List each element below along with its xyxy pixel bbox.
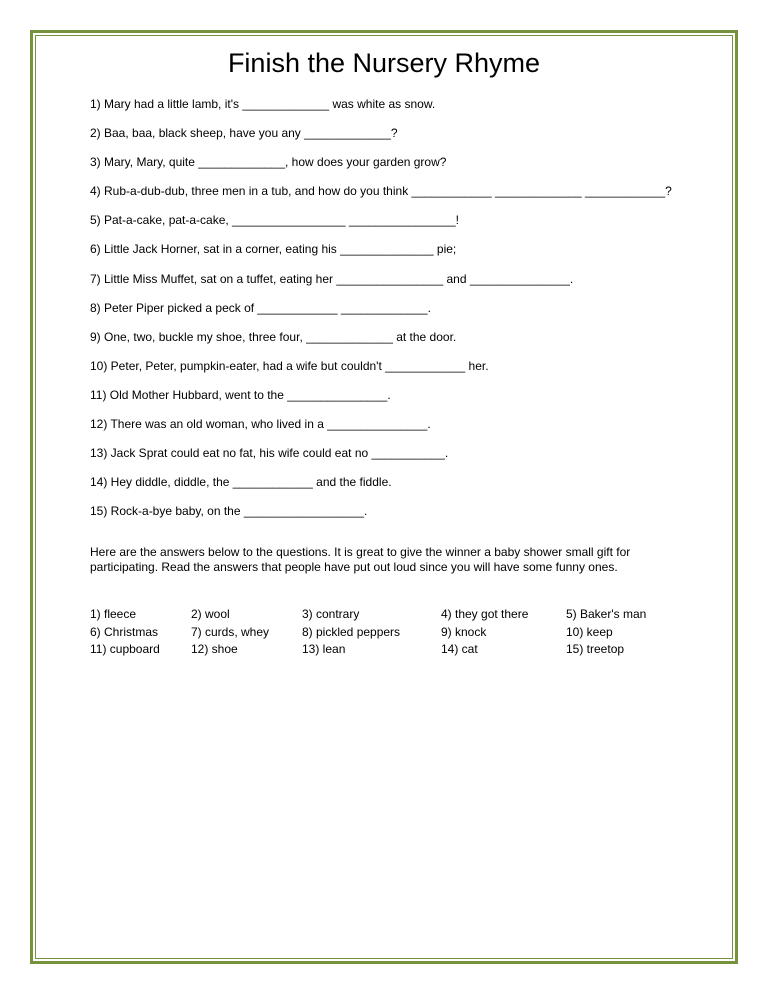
answer-row bbox=[90, 624, 690, 642]
question-12: 12) There was an old woman, who lived in a _______________. bbox=[90, 417, 431, 432]
question-8: 8) Peter Piper picked a peck of ____________ _____________. bbox=[90, 300, 431, 315]
question-10: 10) Peter, Peter, pumpkin-eater, had a wife but couldn't ____________ her. bbox=[90, 358, 489, 373]
question-13: 13) Jack Sprat could eat no fat, his wife could eat no ___________. bbox=[90, 446, 449, 461]
answer-item: 14) cat bbox=[441, 642, 478, 656]
answer-item: 5) Baker's man bbox=[566, 607, 647, 621]
question-14: 14) Hey diddle, diddle, the ____________ and the fiddle. bbox=[90, 475, 392, 490]
answer-item: 9) knock bbox=[441, 624, 487, 639]
question-5: 5) Pat-a-cake, pat-a-cake, _________________ ________________! bbox=[90, 213, 459, 228]
question-2: 2) Baa, baa, black sheep, have you any _____________? bbox=[90, 126, 398, 141]
page-title: Finish the Nursery Rhyme bbox=[227, 48, 541, 78]
answer-item: 4) they got there bbox=[441, 607, 529, 621]
answer-item: 13) lean bbox=[302, 642, 346, 656]
answer-item: 7) curds, whey bbox=[191, 624, 270, 639]
answer-item: 1) fleece bbox=[90, 607, 137, 621]
answer-row bbox=[90, 606, 690, 624]
question-7: 7) Little Miss Muffet, sat on a tuffet, eating her ________________ and _______________. bbox=[90, 271, 574, 286]
answer-item: 3) contrary bbox=[302, 607, 360, 621]
answer-item: 12) shoe bbox=[191, 642, 238, 656]
question-15: 15) Rock-a-bye baby, on the __________________. bbox=[90, 504, 368, 519]
answer-item: 8) pickled peppers bbox=[302, 624, 401, 639]
answer-item: 6) Christmas bbox=[90, 624, 159, 639]
answer-key bbox=[90, 606, 690, 659]
question-1: 1) Mary had a little lamb, it's _____________ was white as snow. bbox=[90, 97, 436, 111]
answers-note: Here are the answers below to the questions. It is great to give the winner a baby shower small gift for participating. Read the answers that people have put out loud since you will have some funny ones. bbox=[90, 545, 631, 574]
question-11: 11) Old Mother Hubbard, went to the _______________. bbox=[90, 387, 391, 402]
answer-item: 10) keep bbox=[566, 624, 613, 639]
question-list bbox=[90, 97, 690, 533]
question-9: 9) One, two, buckle my shoe, three four, _____________ at the door. bbox=[90, 329, 457, 344]
question-6: 6) Little Jack Horner, sat in a corner, eating his ______________ pie; bbox=[90, 242, 457, 257]
answer-row bbox=[90, 641, 690, 659]
question-4: 4) Rub-a-dub-dub, three men in a tub, and how do you think ____________ _____________ ____________? bbox=[90, 184, 672, 199]
question-3: 3) Mary, Mary, quite _____________, how does your garden grow? bbox=[90, 155, 447, 170]
answer-item: 15) treetop bbox=[566, 642, 625, 656]
answer-item: 2) wool bbox=[191, 607, 230, 621]
answer-item: 11) cupboard bbox=[90, 642, 160, 656]
